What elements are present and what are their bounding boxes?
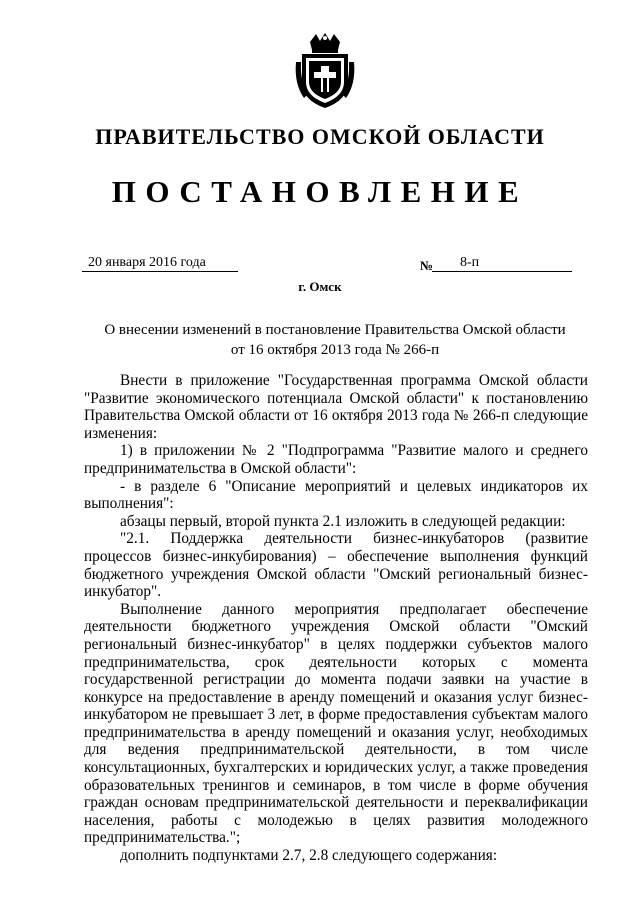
- paragraph: дополнить подпунктами 2.7, 2.8 следующего содержания:: [120, 847, 498, 865]
- document-body: [84, 372, 588, 865]
- paragraph: Выполнение данного мероприятия предполагает обеспечение деятельности бюджетного учреждения Омской области "Омский региональный бизнес-инкубатор" в целях поддержки субъектов малого предпринимательства, срок деятельности которых с момента государственной регистрации до момента подачи заявки на участие в конкурсе на предоставление в аренду помещений и оказания услуг бизнес-инкубатором не превышает 3 лет, в форме предоставления субъектам малого предпринимательства в аренду помещений и оказания услуг, необходимых для ведения предпринимательской деятельности, в том числе консультационных, бухгалтерских и юридических услуг, а также проведения образовательных тренингов и семинаров, в том числе в форме обучения граждан основам предпринимательской деятельности и переквалификации населения, работы с молодежью в целях развития молодежного предпринимательства.";: [84, 600, 588, 847]
- paragraph: "2.1. Поддержка деятельности бизнес-инкубаторов (развитие процессов бизнес-инкубирования) – обеспечение выполнения функций бюджетного учреждения Омской области "Омский региональный бизнес-инкубатор".: [84, 530, 588, 601]
- document-date: 20 января 2016 года: [82, 254, 238, 272]
- subject-line-1: О внесении изменений в постановление Правительства Омской области: [104, 322, 566, 338]
- government-name: ПРАВИТЕЛЬСТВО ОМСКОЙ ОБЛАСТИ: [95, 124, 545, 149]
- document-subject: [100, 320, 570, 360]
- document-number: 8-п: [460, 255, 480, 270]
- paragraph: - в разделе 6 "Описание мероприятий и целевых индикаторов их выполнения":: [84, 477, 588, 513]
- number-label: №: [420, 258, 434, 273]
- paragraph: абзацы первый, второй пункта 2.1 изложить в следующей редакции:: [120, 512, 566, 530]
- document-type-title: ПОСТАНОВЛЕНИЕ: [111, 174, 529, 209]
- subject-line-2: от 16 октября 2013 года № 266-п: [230, 342, 440, 358]
- omsk-coat-of-arms-emblem: [294, 32, 356, 110]
- city: г. Омск: [298, 279, 342, 294]
- paragraph: Внести в приложение "Государственная программа Омской области "Развитие экономического потенциала Омской области" к постановлению Правительства Омской области от 16 октября 2013 года № 266-п следующие изменения:: [84, 372, 588, 442]
- document-number-field: [432, 254, 572, 272]
- paragraph: 1) в приложении № 2 "Подпрограмма "Развитие малого и среднего предпринимательства в Омской области":: [84, 442, 588, 477]
